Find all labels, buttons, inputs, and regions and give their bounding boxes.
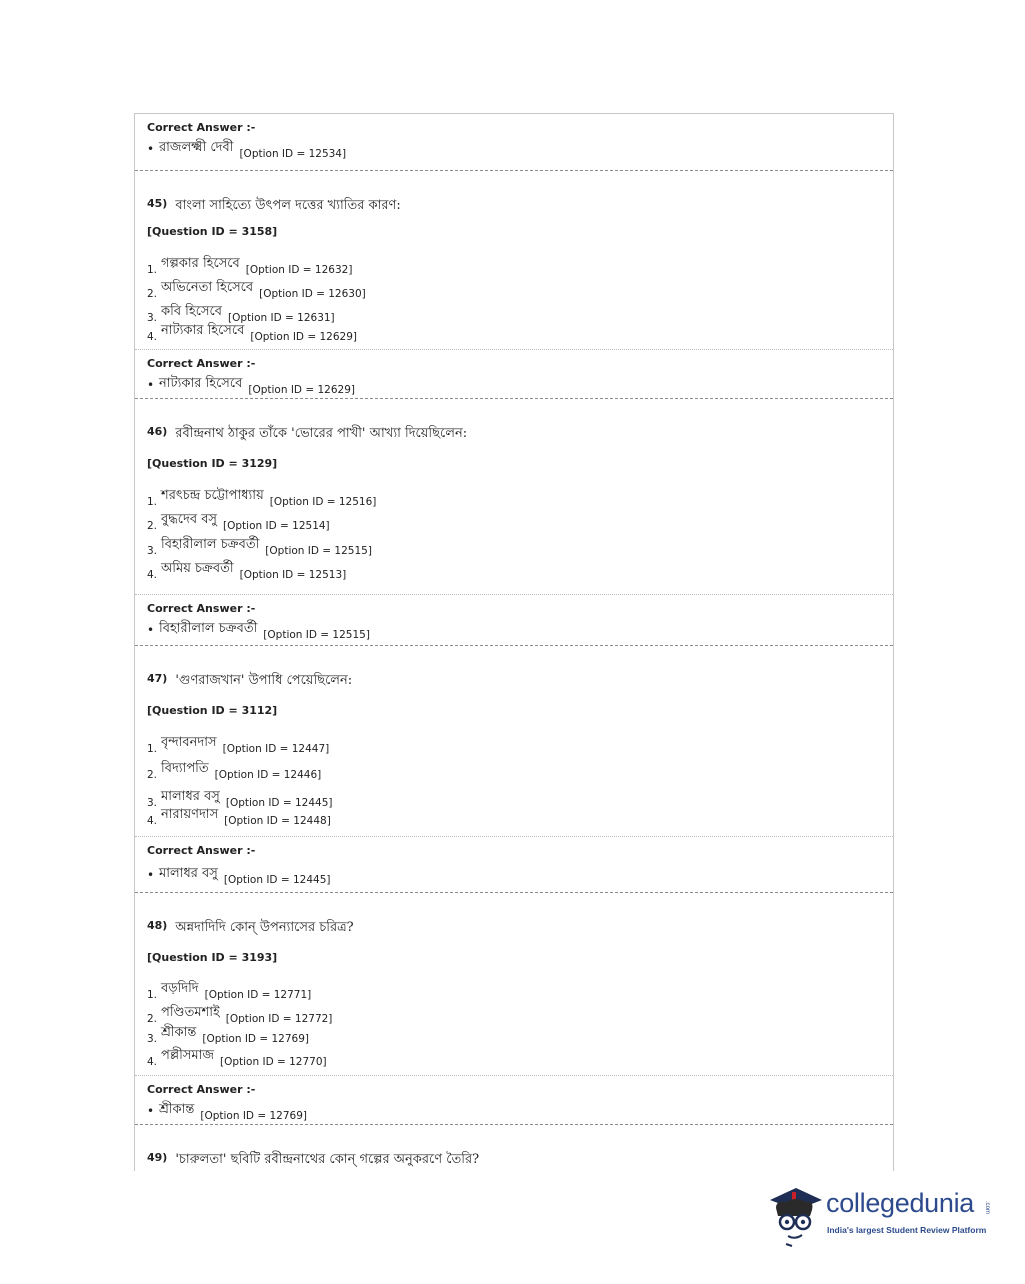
option-id: [Option ID = 12516] (269, 496, 377, 508)
option-4 (147, 1046, 327, 1068)
question-49 (135, 1125, 893, 1171)
option-4 (147, 559, 346, 581)
answer-option-id: [Option ID = 12629] (248, 384, 355, 396)
question-number: 47) (147, 672, 168, 685)
correct-answer-label: Correct Answer :- (147, 844, 256, 857)
option-2 (147, 759, 321, 781)
question-text: 'চারুলতা' ছবিটি রবীন্দ্রনাথের কোন্ গল্পের অনুকরণে তৈরি? (175, 1152, 480, 1167)
option-text: নাট্যকার হিসেবে (161, 323, 245, 338)
option-id: [Option ID = 12513] (239, 569, 347, 581)
answer-line (147, 138, 346, 160)
option-id: [Option ID = 12632] (245, 264, 353, 276)
correct-answer-label: Correct Answer :- (147, 357, 256, 370)
option-text: বড়দিদি (161, 981, 199, 996)
option-1 (147, 254, 352, 276)
option-number: 4. (147, 815, 158, 827)
option-number: 1. (147, 264, 158, 276)
question-48 (135, 893, 893, 1075)
option-id: [Option ID = 12445] (225, 797, 333, 809)
collegedunia-logo (766, 1178, 996, 1248)
option-4 (147, 805, 331, 827)
option-1 (147, 733, 329, 755)
option-text: পণ্ডিতমশাই (161, 1005, 220, 1020)
question-title (147, 1150, 479, 1171)
option-number: 1. (147, 496, 158, 508)
option-text: বিদ্যাপতি (161, 761, 209, 776)
option-text: অমিয় চক্রবর্তী (161, 561, 234, 576)
option-2 (147, 1003, 332, 1025)
option-id: [Option ID = 12629] (250, 331, 357, 343)
question-47 (135, 646, 893, 836)
question-id: [Question ID = 3129] (147, 457, 278, 470)
option-text: গল্পকার হিসেবে (161, 256, 240, 271)
option-text: কবি হিসেবে (161, 304, 223, 319)
option-number: 4. (147, 331, 158, 343)
option-number: 2. (147, 288, 158, 300)
answer-line (147, 1100, 307, 1122)
question-number: 45) (147, 197, 168, 210)
option-number: 2. (147, 1013, 158, 1025)
question-number: 48) (147, 919, 168, 932)
option-4 (147, 321, 357, 343)
correct-answer-label: Correct Answer :- (147, 602, 256, 615)
option-id: [Option ID = 12772] (225, 1013, 333, 1025)
question-number: 46) (147, 425, 168, 438)
option-number: 4. (147, 1056, 158, 1068)
question-number: 49) (147, 1151, 168, 1164)
bullet: • (147, 142, 155, 156)
option-number: 3. (147, 545, 158, 557)
question-id: [Question ID = 3112] (147, 704, 278, 717)
answer-line (147, 374, 355, 396)
logo-dotcom: .com (984, 1201, 990, 1215)
option-id: [Option ID = 12770] (220, 1056, 327, 1068)
option-number: 3. (147, 312, 158, 324)
option-id: [Option ID = 12448] (224, 815, 331, 827)
question-title (147, 918, 354, 939)
answer-text: বিহারীলাল চক্রবর্তী (159, 621, 258, 636)
option-text: শরৎচন্দ্র চট্টোপাধ্যায় (161, 488, 264, 503)
option-number: 2. (147, 520, 158, 532)
correct-answer-label: Correct Answer :- (147, 121, 256, 134)
option-3 (147, 1023, 309, 1045)
option-id: [Option ID = 12631] (228, 312, 335, 324)
q47-correct-answer (135, 836, 893, 893)
logo-tagline: India's largest Student Review Platform (827, 1225, 987, 1235)
option-text: পল্লীসমাজ (161, 1048, 214, 1063)
option-text: বুদ্ধদেব বসু (161, 512, 218, 527)
option-id: [Option ID = 12769] (202, 1033, 309, 1045)
question-text: অন্নদাদিদি কোন্ উপন্যাসের চরিত্র? (175, 920, 354, 935)
answer-text: শ্রীকান্ত (159, 1102, 195, 1117)
question-45 (135, 171, 893, 349)
option-text: মালাধর বসু (161, 789, 220, 804)
q46-correct-answer (135, 594, 893, 646)
answer-line (147, 619, 370, 641)
q48-correct-answer (135, 1075, 893, 1125)
answer-option-id: [Option ID = 12769] (200, 1110, 307, 1122)
answer-text: নাট্যকার হিসেবে (159, 376, 243, 391)
question-title (147, 424, 467, 445)
option-text: বৃন্দাবনদাস (161, 735, 217, 750)
question-text: রবীন্দ্রনাথ ঠাকুর তাঁকে 'ভোরের পাখী' আখ্যা দিয়েছিলেন: (175, 426, 468, 441)
option-number: 2. (147, 769, 158, 781)
answer-option-id: [Option ID = 12515] (263, 629, 370, 641)
answer-line (147, 864, 330, 886)
option-1 (147, 979, 311, 1001)
exam-sheet (134, 113, 894, 1171)
option-number: 3. (147, 797, 158, 809)
option-2 (147, 510, 330, 532)
question-46 (135, 399, 893, 594)
bullet: • (147, 1104, 155, 1118)
answer-option-id: [Option ID = 12534] (239, 148, 347, 160)
option-text: শ্রীকান্ত (161, 1025, 197, 1040)
option-number: 1. (147, 743, 158, 755)
question-text: বাংলা সাহিত্যে উৎপল দত্তের খ্যাতির কারণ: (175, 198, 401, 213)
question-title (147, 196, 401, 217)
option-id: [Option ID = 12630] (259, 288, 366, 300)
question-text: 'গুণরাজখান' উপাধি পেয়েছিলেন: (175, 673, 353, 688)
option-id: [Option ID = 12514] (223, 520, 330, 532)
question-id: [Question ID = 3158] (147, 225, 278, 238)
mascot-icon (766, 1178, 826, 1248)
option-number: 4. (147, 569, 158, 581)
option-text: অভিনেতা হিসেবে (161, 280, 254, 295)
option-3 (147, 535, 372, 557)
option-id: [Option ID = 12515] (265, 545, 372, 557)
option-number: 3. (147, 1033, 158, 1045)
option-id: [Option ID = 12446] (214, 769, 322, 781)
option-text: নারায়ণদাস (161, 807, 219, 822)
bullet: • (147, 378, 155, 392)
option-1 (147, 486, 376, 508)
logo-wordmark: collegedunia (826, 1188, 975, 1218)
option-2 (147, 278, 366, 300)
answer-text: রাজলক্ষ্মী দেবী (159, 140, 234, 155)
bullet: • (147, 623, 155, 637)
option-number: 1. (147, 989, 158, 1001)
question-id: [Question ID = 3193] (147, 951, 278, 964)
bullet: • (147, 868, 155, 882)
answer-text: মালাধর বসু (159, 866, 218, 881)
q45-correct-answer (135, 349, 893, 399)
option-id: [Option ID = 12447] (222, 743, 330, 755)
question-title (147, 671, 352, 692)
option-id: [Option ID = 12771] (204, 989, 312, 1001)
correct-answer-label: Correct Answer :- (147, 1083, 256, 1096)
answer-option-id: [Option ID = 12445] (223, 874, 331, 886)
q44-correct-answer (135, 113, 893, 171)
option-text: বিহারীলাল চক্রবর্তী (161, 537, 260, 552)
